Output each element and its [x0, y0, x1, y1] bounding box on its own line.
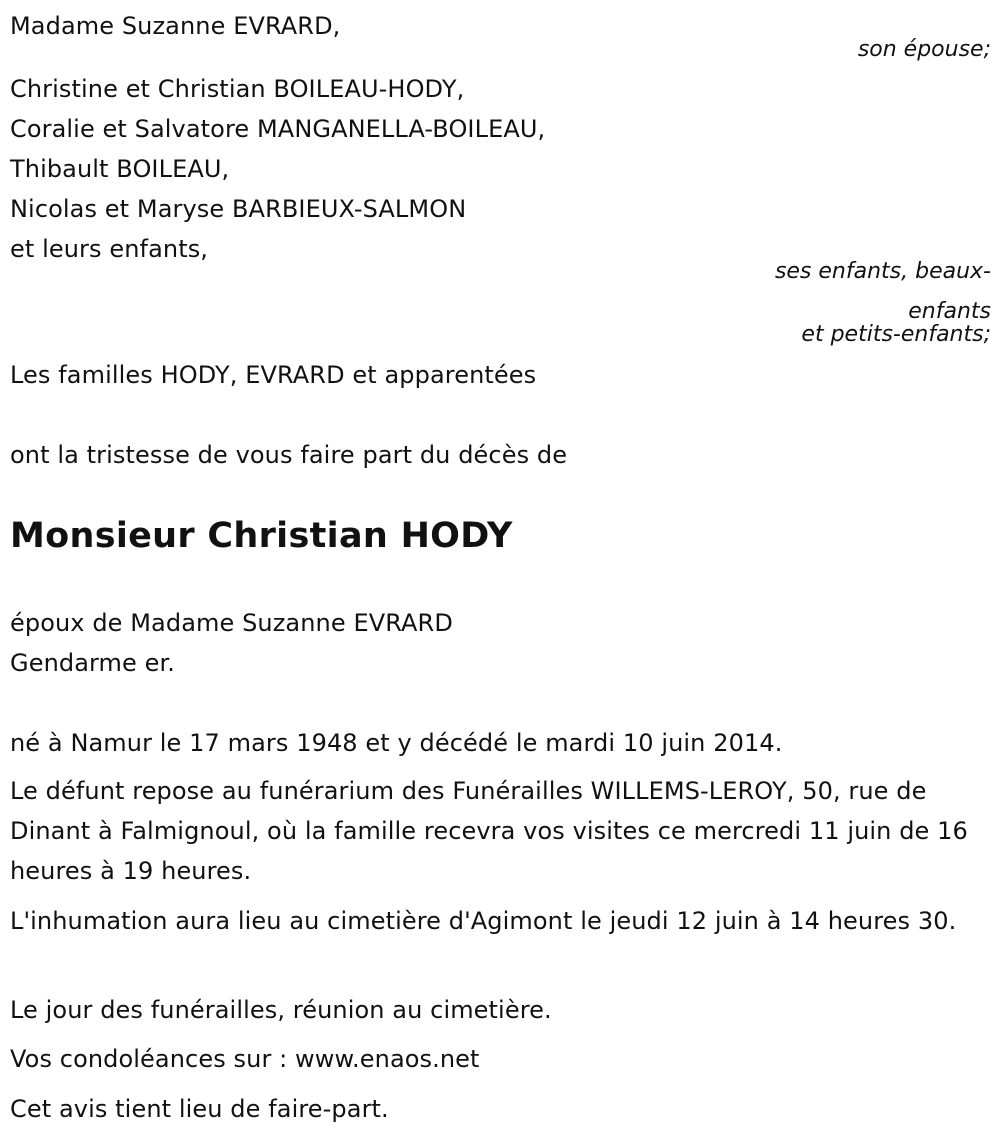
child-line: Thibault BOILEAU,	[10, 155, 230, 183]
announcement-line: ont la tristesse de vous faire part du décès de	[10, 441, 568, 469]
condolences-line: Vos condoléances sur : www.enaos.net	[10, 1045, 480, 1073]
visitation-paragraph: Le défunt repose au funérarium des Funérailles WILLEMS-LEROY, 50, rue de Dinant à Falmignoul, où la famille recevra vos visites ce mercredi 11 juin de 16 heures à 19 heures.	[10, 777, 968, 885]
spouse-line: époux de Madame Suzanne EVRARD	[10, 609, 453, 637]
child-line: Christine et Christian BOILEAU-HODY,	[10, 75, 465, 103]
meeting-line: Le jour des funérailles, réunion au cimetière.	[10, 996, 552, 1024]
closing-line: Cet avis tient lieu de faire-part.	[10, 1095, 389, 1123]
child-line: et leurs enfants,	[10, 235, 209, 263]
wife-role: son épouse;	[857, 37, 991, 62]
families-line: Les familles HODY, EVRARD et apparentées	[10, 361, 537, 389]
children-role-line2: enfants	[908, 299, 991, 324]
deceased-name: Monsieur Christian HODY	[10, 516, 513, 556]
child-line: Coralie et Salvatore MANGANELLA-BOILEAU,	[10, 115, 546, 143]
profession-line: Gendarme er.	[10, 649, 175, 677]
child-line: Nicolas et Maryse BARBIEUX-SALMON	[10, 195, 467, 223]
burial-paragraph: L'inhumation aura lieu au cimetière d'Agimont le jeudi 12 juin à 14 heures 30.	[10, 907, 957, 935]
birth-death-line: né à Namur le 17 mars 1948 et y décédé le mardi 10 juin 2014.	[10, 729, 783, 757]
children-role-line1: ses enfants, beaux-	[774, 259, 991, 284]
children-role-line3: et petits-enfants;	[801, 322, 991, 347]
wife-name: Madame Suzanne EVRARD,	[10, 12, 341, 40]
